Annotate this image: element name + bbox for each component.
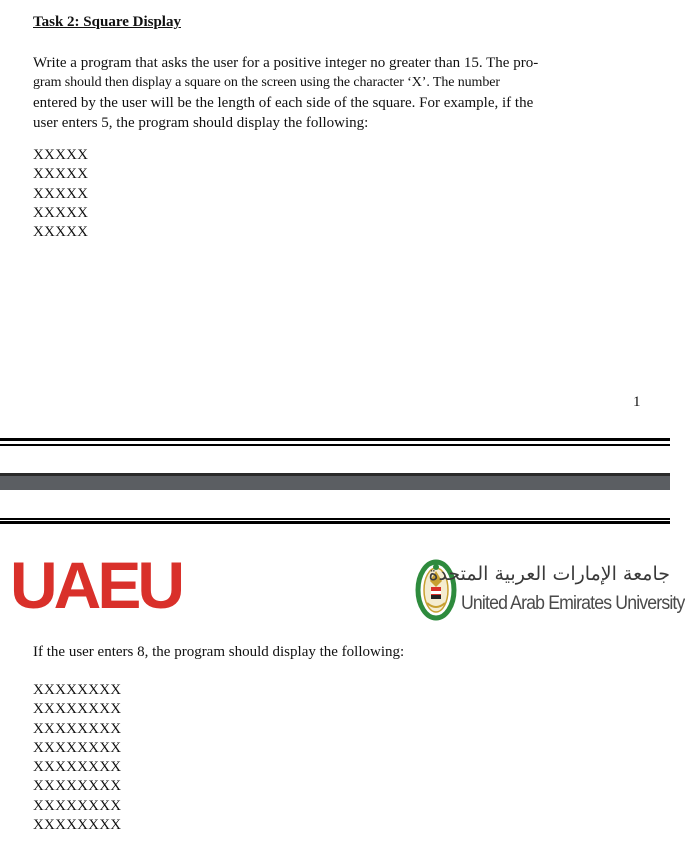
task-description-line: user enters 5, the program should display the following: [33, 115, 369, 131]
task-description [33, 53, 593, 133]
output-row: XXXXXXXX [33, 778, 122, 795]
output-row: XXXXXXXX [33, 759, 122, 776]
output-row: XXXXXXXX [33, 682, 122, 698]
output-row: XXXXXXXX [33, 817, 122, 834]
university-name-arabic: جامعة الإمارات العربية المتحدة [428, 563, 670, 585]
example-output-8 [33, 681, 121, 835]
output-row: XXXXX [33, 166, 89, 183]
task-description-line: entered by the user will be the length of each side of the square. For example, if the [33, 95, 534, 111]
page-divider-top-thin [0, 444, 670, 446]
example-output-5 [33, 146, 88, 242]
output-row: XXXXX [33, 147, 89, 163]
task-title: Task 2: Square Display [33, 14, 181, 30]
page-divider-bottom [0, 521, 670, 524]
page-divider-top [0, 438, 670, 441]
uaeu-logo: UAEU [10, 548, 182, 622]
output-row: XXXXX [33, 224, 89, 241]
task-description-line: gram should then display a square on the screen using the character ‘X’. The number [33, 75, 500, 90]
page-number: 1 [633, 394, 641, 410]
page-2 [0, 525, 685, 842]
output-row: XXXXXXXX [33, 720, 122, 737]
task-description-line: Write a program that asks the user for a positive integer no greater than 15. The pro- [33, 55, 539, 71]
output-row: XXXXX [33, 204, 89, 221]
output-row: XXXXXXXX [33, 797, 122, 814]
output-row: XXXXX [33, 185, 89, 202]
output-row: XXXXXXXX [33, 739, 122, 756]
university-name-english: United Arab Emirates University [461, 593, 685, 614]
page-divider-bottom-thin [0, 518, 670, 520]
example-description: If the user enters 8, the program should display the following: [33, 644, 405, 660]
output-row: XXXXXXXX [33, 701, 122, 718]
page-gap-bar [0, 476, 670, 490]
